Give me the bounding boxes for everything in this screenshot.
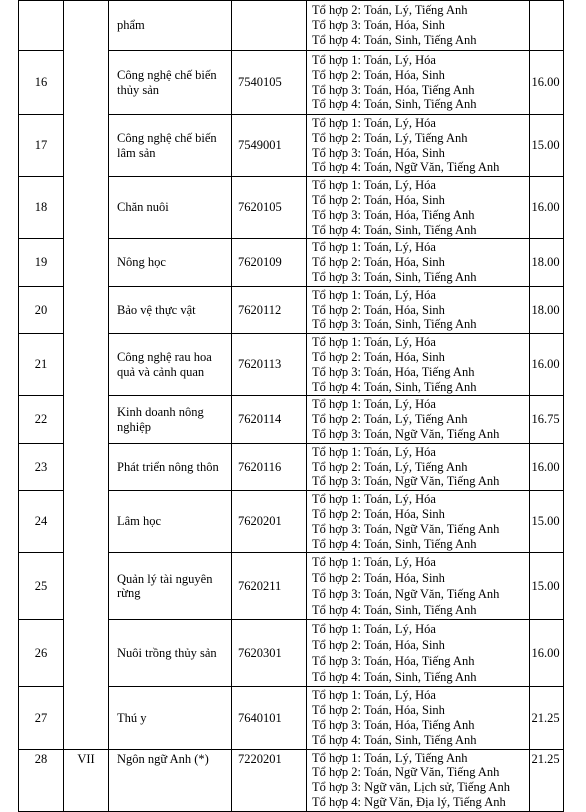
major-name: Lâm học: [109, 491, 232, 553]
major-name: Phát triển nông thôn: [109, 443, 232, 490]
combination-line: Tổ hợp 4: Toán, Sinh, Tiếng Anh: [312, 670, 477, 685]
major-code: 7620211: [232, 553, 307, 620]
major-name: phẩm: [109, 1, 232, 51]
major-name: Thú y: [109, 687, 232, 749]
table-row: [19, 749, 564, 811]
subject-combinations: [307, 491, 530, 553]
admission-score: 16.00: [530, 177, 564, 239]
major-code: 7620113: [232, 334, 307, 396]
row-number: 26: [19, 620, 64, 687]
subject-combinations: [307, 334, 530, 396]
combination-line: Tổ hợp 2: Toán, Hóa, Sinh: [312, 302, 445, 317]
combination-line: Tổ hợp 2: Toán, Lý, Tiếng Anh: [312, 459, 468, 474]
combination-line: Tổ hợp 1: Toán, Lý, Hóa: [312, 178, 436, 193]
combination-line: Tổ hợp 1: Toán, Lý, Hóa: [312, 688, 436, 703]
row-number: 19: [19, 239, 64, 286]
admission-score: 16.00: [530, 51, 564, 115]
combination-line: Tổ hợp 2: Toán, Hóa, Sinh: [312, 571, 445, 586]
admissions-table: [18, 0, 564, 812]
group-cell: [64, 1, 109, 750]
admission-score: 16.00: [530, 334, 564, 396]
row-number: 23: [19, 443, 64, 490]
combination-line: Tổ hợp 4: Ngữ Văn, Địa lý, Tiếng Anh: [312, 794, 506, 809]
subject-combinations: [307, 239, 530, 286]
major-name: Nuôi trồng thủy sản: [109, 620, 232, 687]
combination-line: Tổ hợp 2: Toán, Lý, Tiếng Anh: [312, 412, 468, 427]
major-name: Công nghệ chế biến thủy sản: [109, 51, 232, 115]
table-row: [19, 1, 564, 51]
combination-line: Tổ hợp 2: Toán, Ngữ Văn, Tiếng Anh: [312, 765, 500, 780]
major-name: Công nghệ rau hoa quả và cảnh quan: [109, 334, 232, 396]
major-code: 7549001: [232, 115, 307, 177]
subject-combinations: [307, 1, 530, 51]
subject-combinations: [307, 51, 530, 115]
major-name: Kinh doanh nông nghiệp: [109, 396, 232, 443]
major-name: Công nghệ chế biến lâm sản: [109, 115, 232, 177]
combination-line: Tổ hợp 1: Toán, Lý, Hóa: [312, 287, 436, 302]
combination-line: Tổ hợp 3: Toán, Hóa, Sinh: [312, 145, 445, 160]
admission-score: 21.25: [530, 687, 564, 749]
combination-line: Tổ hợp 4: Toán, Ngữ Văn, Tiếng Anh: [312, 160, 500, 175]
subject-combinations: [307, 687, 530, 749]
combination-line: Tổ hợp 1: Toán, Lý, Hóa: [312, 397, 436, 412]
combination-line: Tổ hợp 2: Toán, Lý, Tiếng Anh: [312, 3, 468, 18]
row-number: 17: [19, 115, 64, 177]
combination-line: Tổ hợp 1: Toán, Lý, Hóa: [312, 444, 436, 459]
combination-line: Tổ hợp 1: Toán, Lý, Tiếng Anh: [312, 750, 468, 765]
major-code: 7620105: [232, 177, 307, 239]
combination-line: Tổ hợp 1: Toán, Lý, Hóa: [312, 555, 436, 570]
combination-line: Tổ hợp 4: Toán, Sinh, Tiếng Anh: [312, 379, 477, 394]
major-name: Chăn nuôi: [109, 177, 232, 239]
subject-combinations: [307, 749, 530, 811]
major-name: Nông học: [109, 239, 232, 286]
major-code: 7620114: [232, 396, 307, 443]
combination-line: Tổ hợp 3: Toán, Sinh, Tiếng Anh: [312, 317, 477, 332]
admission-score: 16.75: [530, 396, 564, 443]
combination-line: Tổ hợp 2: Toán, Lý, Tiếng Anh: [312, 130, 468, 145]
combination-line: Tổ hợp 1: Toán, Lý, Hóa: [312, 240, 436, 255]
major-name: Quản lý tài nguyên rừng: [109, 553, 232, 620]
admission-score: 18.00: [530, 286, 564, 333]
combination-line: Tổ hợp 3: Toán, Ngữ Văn, Tiếng Anh: [312, 474, 500, 489]
major-code: 7540105: [232, 51, 307, 115]
row-number: 16: [19, 51, 64, 115]
admission-score: 15.00: [530, 491, 564, 553]
combination-line: Tổ hợp 1: Toán, Lý, Hóa: [312, 622, 436, 637]
combination-line: Tổ hợp 4: Toán, Sinh, Tiếng Anh: [312, 97, 477, 112]
combination-line: Tổ hợp 3: Ngữ văn, Lịch sử, Tiếng Anh: [312, 780, 510, 795]
combination-line: Tổ hợp 3: Toán, Hóa, Tiếng Anh: [312, 207, 475, 222]
major-code: 7640101: [232, 687, 307, 749]
combination-line: Tổ hợp 3: Toán, Ngữ Văn, Tiếng Anh: [312, 426, 500, 441]
combination-line: Tổ hợp 3: Toán, Ngữ Văn, Tiếng Anh: [312, 521, 500, 536]
subject-combinations: [307, 115, 530, 177]
combination-line: Tổ hợp 3: Toán, Hóa, Tiếng Anh: [312, 654, 475, 669]
combination-line: Tổ hợp 1: Toán, Lý, Hóa: [312, 492, 436, 507]
combination-line: Tổ hợp 2: Toán, Hóa, Sinh: [312, 67, 445, 82]
major-code: 7620116: [232, 443, 307, 490]
major-name: Bảo vệ thực vật: [109, 286, 232, 333]
combination-line: Tổ hợp 3: Toán, Hóa, Tiếng Anh: [312, 717, 475, 732]
row-number: 28: [19, 749, 64, 811]
subject-combinations: [307, 396, 530, 443]
combination-line: Tổ hợp 2: Toán, Hóa, Sinh: [312, 255, 445, 270]
combination-line: Tổ hợp 1: Toán, Lý, Hóa: [312, 335, 436, 350]
combination-line: Tổ hợp 2: Toán, Hóa, Sinh: [312, 506, 445, 521]
row-number: 22: [19, 396, 64, 443]
admission-score: 16.00: [530, 620, 564, 687]
combination-line: Tổ hợp 4: Toán, Sinh, Tiếng Anh: [312, 32, 477, 47]
major-code: 7620301: [232, 620, 307, 687]
subject-combinations: [307, 443, 530, 490]
subject-combinations: [307, 286, 530, 333]
admission-score: 18.00: [530, 239, 564, 286]
admission-score: 21.25: [530, 749, 564, 811]
combination-line: Tổ hợp 2: Toán, Hóa, Sinh: [312, 703, 445, 718]
combination-line: Tổ hợp 1: Toán, Lý, Hóa: [312, 116, 436, 130]
combination-line: Tổ hợp 4: Toán, Sinh, Tiếng Anh: [312, 536, 477, 551]
row-number: 27: [19, 687, 64, 749]
admission-score: 16.00: [530, 443, 564, 490]
row-number: 24: [19, 491, 64, 553]
group-number: VII: [64, 749, 109, 811]
combination-line: Tổ hợp 1: Toán, Lý, Hóa: [312, 52, 436, 67]
admission-score: [530, 1, 564, 51]
combination-line: Tổ hợp 3: Toán, Hóa, Tiếng Anh: [312, 82, 475, 97]
major-name: Ngôn ngữ Anh (*): [109, 749, 232, 811]
combination-line: Tổ hợp 3: Toán, Sinh, Tiếng Anh: [312, 269, 477, 284]
row-number: [19, 1, 64, 51]
row-number: 18: [19, 177, 64, 239]
combination-line: Tổ hợp 4: Toán, Sinh, Tiếng Anh: [312, 732, 477, 747]
admission-score: 15.00: [530, 553, 564, 620]
major-code: 7620201: [232, 491, 307, 553]
subject-combinations: [307, 553, 530, 620]
row-number: 21: [19, 334, 64, 396]
combination-line: Tổ hợp 2: Toán, Hóa, Sinh: [312, 638, 445, 653]
combination-line: Tổ hợp 4: Toán, Sinh, Tiếng Anh: [312, 222, 477, 237]
combination-line: Tổ hợp 3: Toán, Ngữ Văn, Tiếng Anh: [312, 587, 500, 602]
major-code: [232, 1, 307, 51]
combination-line: Tổ hợp 2: Toán, Hóa, Sinh: [312, 192, 445, 207]
subject-combinations: [307, 620, 530, 687]
combination-line: Tổ hợp 3: Toán, Hóa, Sinh: [312, 18, 445, 33]
subject-combinations: [307, 177, 530, 239]
admission-score: 15.00: [530, 115, 564, 177]
combination-line: Tổ hợp 2: Toán, Hóa, Sinh: [312, 349, 445, 364]
major-code: 7620112: [232, 286, 307, 333]
combination-line: Tổ hợp 4: Toán, Sinh, Tiếng Anh: [312, 603, 477, 618]
major-code: 7220201: [232, 749, 307, 811]
combination-line: Tổ hợp 3: Toán, Hóa, Tiếng Anh: [312, 364, 475, 379]
major-code: 7620109: [232, 239, 307, 286]
row-number: 20: [19, 286, 64, 333]
row-number: 25: [19, 553, 64, 620]
